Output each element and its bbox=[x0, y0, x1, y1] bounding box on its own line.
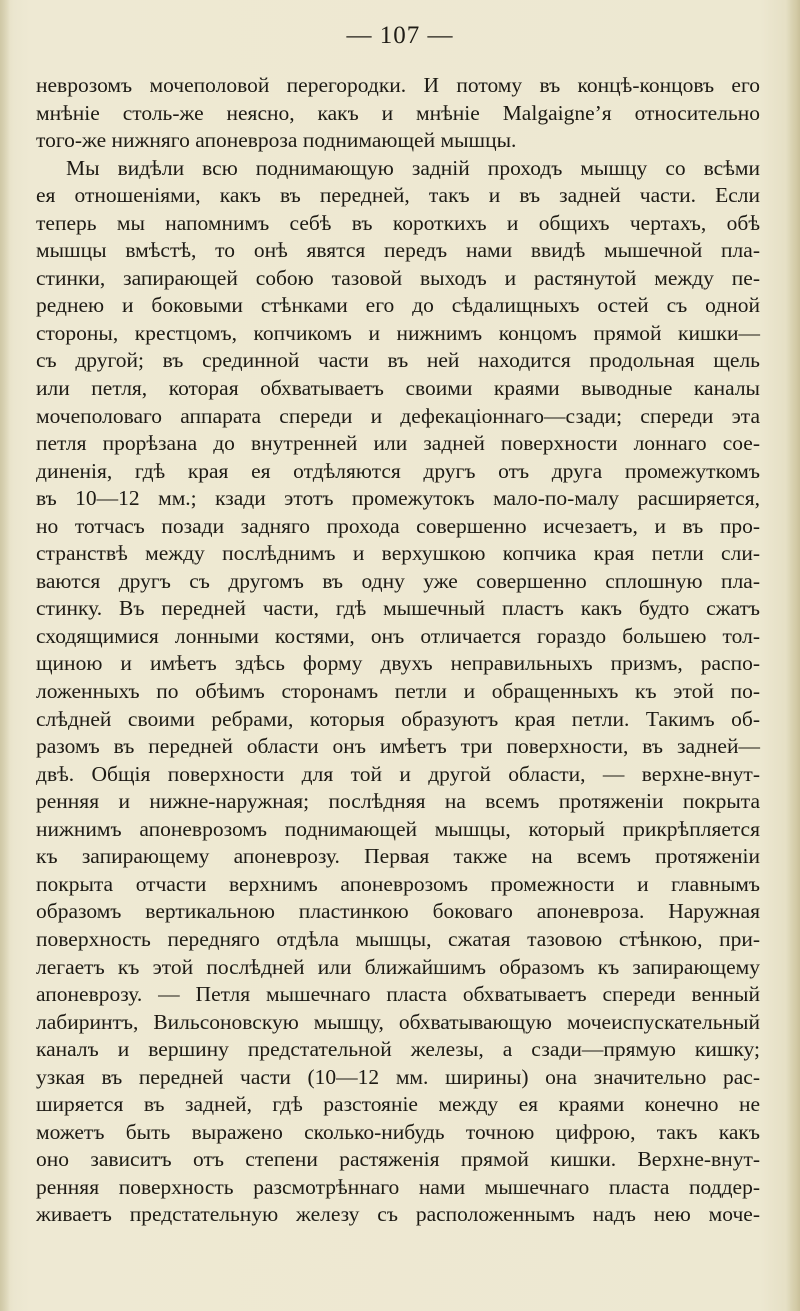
text-line: поверхность передняго отдѣла мышцы, сжатая тазовою стѣнкою, при- bbox=[36, 926, 760, 951]
text-line: ложенныхъ по обѣимъ сторонамъ петли и обращенныхъ къ этой по- bbox=[36, 679, 760, 704]
text-line: теперь мы напомнимъ себѣ въ короткихъ и общихъ чертахъ, обѣ bbox=[36, 210, 760, 235]
text-line: оно зависитъ отъ степени растяженія прямой кишки. Верхне-внут- bbox=[36, 1147, 760, 1172]
text-line: живаетъ предстательную железу съ расположеннымъ надъ нею моче- bbox=[36, 1202, 760, 1227]
text-line: узкая въ передней части (10—12 мм. ширины) она значительно рас- bbox=[36, 1064, 760, 1089]
text-line: ширяется въ задней, гдѣ разстояніе между ея краями конечно не bbox=[36, 1092, 760, 1117]
text-line: къ запирающему апоневрозу. Первая также на всемъ протяженіи bbox=[36, 844, 760, 869]
text-line: петля прорѣзана до внутренней или задней поверхности лоннаго сое- bbox=[36, 431, 760, 456]
text-line: стинки, запирающей собою тазовой выходъ и растянутой между пе- bbox=[36, 265, 760, 290]
text-line: двѣ. Общія поверхности для той и другой области, — верхне-внут- bbox=[36, 761, 760, 786]
text-line: ренняя и нижне-наружная; послѣдняя на всемъ протяженіи покрыта bbox=[36, 789, 760, 814]
text-line: лабиринтъ, Вильсоновскую мышцу, обхватывающую мочеиспускательный bbox=[36, 1009, 760, 1034]
text-line: странствѣ между послѣднимъ и верхушкою копчика края петли сли- bbox=[36, 541, 760, 566]
text-line: ея отношеніями, какъ въ передней, такъ и въ задней части. Если bbox=[36, 183, 760, 208]
text-line: ваются другъ съ другомъ въ одну уже совершенно сплошную пла- bbox=[36, 568, 760, 593]
text-line: но тотчасъ позади задняго прохода совершенно исчезаетъ, и въ про- bbox=[36, 513, 760, 538]
text-line: мнѣніе столь-же неясно, какъ и мнѣніе Malgaigne’я относительно bbox=[36, 100, 760, 125]
page-number: — 107 — bbox=[346, 22, 454, 49]
text-line: образомъ вертикальною пластинкою боковаго апоневроза. Наружная bbox=[36, 899, 760, 924]
text-line: неврозомъ мочеполовой перегородки. И потому въ концѣ-концовъ его bbox=[36, 73, 760, 97]
text-line: легаетъ къ этой послѣдней или ближайшимъ образомъ къ запирающему bbox=[36, 954, 760, 979]
text-line: въ 10—12 мм.; кзади этотъ промежутокъ мало-по-малу расширяется, bbox=[36, 486, 760, 511]
text-line: апоневрозу. — Петля мышечнаго пласта обхватываетъ спереди венный bbox=[36, 982, 760, 1007]
text-line: каналъ и вершину предстательной железы, а сзади—прямую кишку; bbox=[36, 1037, 760, 1062]
body-text bbox=[36, 72, 760, 1229]
text-line: разомъ въ передней области онъ имѣетъ три поверхности, въ задней— bbox=[36, 734, 760, 759]
text-line: можетъ быть выражено сколько-нибудь точною цифрою, такъ какъ bbox=[36, 1119, 760, 1144]
text-line: покрыта отчасти верхнимъ апоневрозомъ промежности и главнымъ bbox=[36, 871, 760, 896]
page-gutter-shadow bbox=[0, 0, 10, 1311]
text-line: или петля, которая обхватываетъ своими краями выводные каналы bbox=[36, 376, 760, 401]
text-line: мочеполоваго аппарата спереди и дефекаціоннаго—сзади; спереди эта bbox=[36, 403, 760, 428]
text-line: мышцы вмѣстѣ, то онѣ явятся передъ нами ввидѣ мышечной пла- bbox=[36, 238, 760, 263]
page-edge bbox=[786, 0, 800, 1311]
text-line: сходящимися лонными костями, онъ отличается гораздо большею тол- bbox=[36, 623, 760, 648]
text-line: ренняя поверхность разсмотрѣннаго нами мышечнаго пласта поддер- bbox=[36, 1174, 760, 1199]
text-line: Мы видѣли всю поднимающую задній проходъ мышцу со всѣми bbox=[66, 155, 760, 180]
text-line: реднею и боковыми стѣнками его до сѣдалищныхъ остей съ одной bbox=[36, 293, 760, 318]
text-line: стороны, крестцомъ, копчикомъ и нижнимъ концомъ прямой кишки— bbox=[36, 320, 760, 345]
text-line: слѣдней своими ребрами, которыя образуютъ края петли. Такимъ об- bbox=[36, 706, 760, 731]
text-line: съ другой; въ срединной части въ ней находится продольная щель bbox=[36, 348, 760, 373]
text-line: диненія, гдѣ края ея отдѣляются другъ отъ друга промежуткомъ bbox=[36, 458, 760, 483]
text-line: щиною и имѣетъ здѣсь форму двухъ неправильныхъ призмъ, распо- bbox=[36, 651, 760, 676]
text-line: нижнимъ апоневрозомъ поднимающей мышцы, который прикрѣпляется bbox=[36, 816, 760, 841]
text-line: стинку. Въ передней части, гдѣ мышечный пластъ какъ будто сжатъ bbox=[36, 596, 760, 621]
text-line: того-же нижняго апоневроза поднимающей мышцы. bbox=[36, 128, 517, 153]
